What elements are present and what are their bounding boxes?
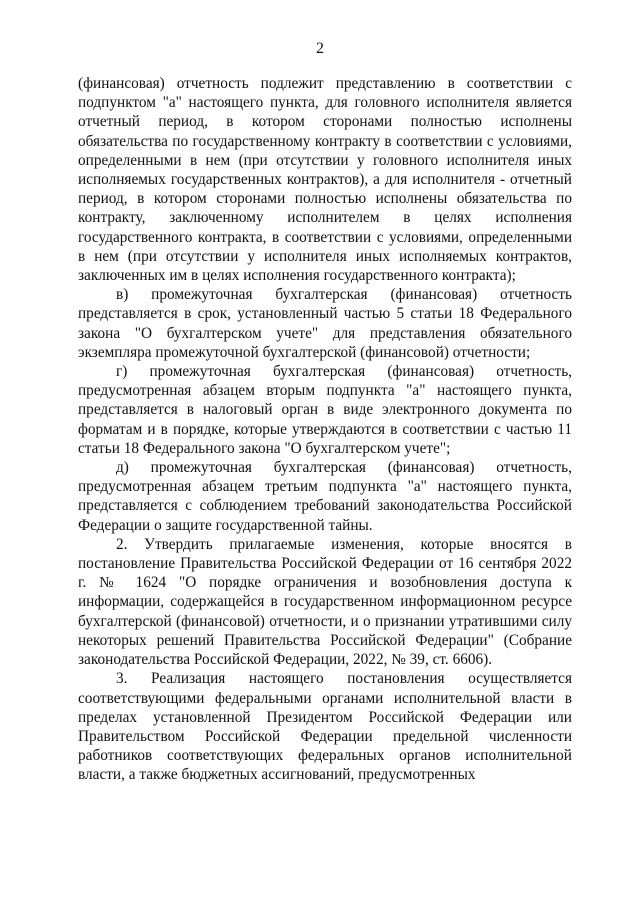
paragraph-clause-2: 2. Утвердить прилагаемые изменения, которые вносятся в постановление Правительства Российской Федерации от 16 сентября 2022 г. № 1624 "О порядке ограничения и возобновления доступа к информации, содержащейся в государственном информационном ресурсе бухгалтерской (финансовой) отчетности, и о признании утратившими силу некоторых решений Правительства Российской Федерации" (Собрание законодательства Российской Федерации, 2022, № 39, ст. 6606). <box>78 535 572 669</box>
paragraph-clause-3: 3. Реализация настоящего постановления осуществляется соответствующими федеральными органами исполнительной власти в пределах установленной Президентом Российской Федерации или Правительством Российской Федерации предельной численности работников соответствующих федеральных органов исполнительной власти, а также бюджетных ассигнований, предусмотренных <box>78 670 572 784</box>
paragraph-continuation: (финансовая) отчетность подлежит представлению в соответствии с подпунктом "а" настоящего пункта, для головного исполнителя является отчетный период, в котором сторонами полностью исполнены обязательства по государственному контракту в соответствии с условиями, определенными в нем (при отсутствии у головного исполнителя иных исполняемых государственных контрактов), а для исполнителя - отчетный период, в котором сторонами полностью исполнены обязательства по контракту, заключенному исполнителем в целях исполнения государственного контракта, в соответствии с условиями, определенными в нем (при отсутствии у исполнителя иных исполняемых контрактов, заключенных им в целях исполнения государственного контракта); <box>78 75 572 285</box>
paragraph-item-v: в) промежуточная бухгалтерская (финансовая) отчетность представляется в срок, установленный частью 5 статьи 18 Федерального закона "О бухгалтерском учете" для представления обязательного экземпляра промежуточной бухгалтерской (финансовой) отчетности; <box>78 286 572 361</box>
paragraph-item-d: д) промежуточная бухгалтерская (финансовая) отчетность, предусмотренная абзацем третьим подпункта "а" настоящего пункта, представляется с соблюдением требований законодательства Российской Федерации о защите государственной тайны. <box>78 459 572 534</box>
paragraph-item-g: г) промежуточная бухгалтерская (финансовая) отчетность, предусмотренная абзацем вторым подпункта "а" настоящего пункта, представляется в налоговый орган в виде электронного документа по форматам и в порядке, которые утверждаются в соответствии с частью 11 статьи 18 Федерального закона "О бухгалтерском учете"; <box>78 363 572 457</box>
document-body <box>78 74 572 785</box>
page-number: 2 <box>316 40 324 57</box>
